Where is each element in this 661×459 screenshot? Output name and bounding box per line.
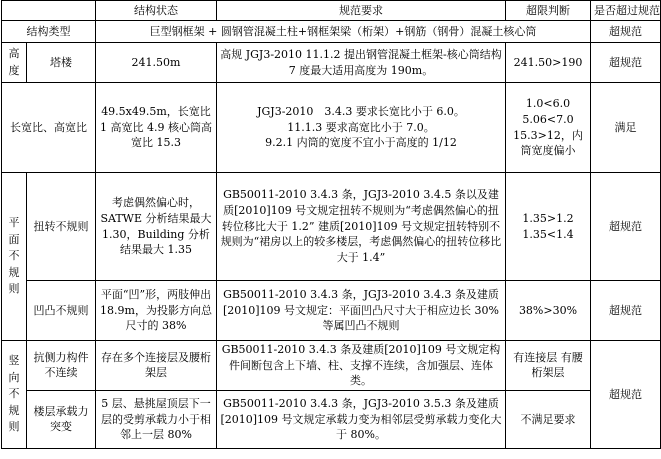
header-state: 结构状态 [96,1,217,21]
torsion-judge-line: 1.35<1.4 [522,227,574,241]
ratio-label: 长宽比、高宽比 [2,83,96,173]
concave-judge: 38%>30% [506,281,591,341]
height-group-label: 高度 [2,43,27,83]
header-judge: 超限判断 [506,1,591,21]
row-height [2,43,661,83]
torsion-spec: GB50011-2010 3.4.3 条，JGJ3-2010 3.4.5 条以及建质[2010]109 号文规定扭转不规则为“考虑偶然偏心的扭转位移比大于 1.2” 建质[2010]109 号文规定扭转特别不规则为“裙房以上的较多楼层，考虑偶然偏心的扭转位移比大于 1.4” [217,173,506,281]
ratio-judge-line: 15.3>12，内筒宽度偏小 [513,128,583,158]
lateral-label: 抗侧力构件不连续 [27,341,96,391]
ratio-judge-line: 5.06<7.0 [522,112,574,126]
structure-type-result: 超规范 [591,21,661,43]
lateral-spec: GB50011-2010 3.4.3 条及建质[2010]109 号文规定构件间断包含上下墙、柱、支撑不连续，含加强层、连体类。 [217,341,506,391]
capacity-state: 5 层、悬挑屋顶层下一层的受剪承载力小于相邻上一层 80% [96,390,217,448]
vertical-result: 超规范 [591,341,661,449]
height-spec: 高规 JGJ3-2010 11.1.2 提出钢管混凝土框架-核心筒结构 7 度最大适用高度为 190m。 [217,43,506,83]
vertical-group-label: 竖向不规则 [2,341,27,449]
header-spec: 规范要求 [217,1,506,21]
concave-spec: GB50011-2010 3.4.3 条，JGJ3-2010 3.4.3 条及建质[2010]109 号文规定：平面凹凸尺寸大于相应边长 30%等属凹凸不规则 [217,281,506,341]
lateral-judge: 有连接层 有腰桁架层 [506,341,591,391]
structure-type-value: 巨型钢框架 + 圆钢管混凝土柱+钢框架梁（桁架）+钢筋（钢骨）混凝土核心筒 [96,21,591,43]
concave-state: 平面“凹”形，两肢伸出 18.9m，为投影方向总尺寸的 38% [96,281,217,341]
capacity-label: 楼层承载力突变 [27,390,96,448]
ratio-result: 满足 [591,83,661,173]
torsion-judge [506,173,591,281]
capacity-spec: GB50011-2010 3.4.3 条，JGJ3-2010 3.5.3 条及建质[2010]109 号文规定承载力变为相邻层受剪承载力变化大于 80%。 [217,390,506,448]
height-state: 241.50m [96,43,217,83]
lateral-state: 存在多个连接层及腰桁架层 [96,341,217,391]
height-judge: 241.50>190 [506,43,591,83]
row-torsion [2,173,661,281]
row-structure-type [2,21,661,43]
row-capacity [2,390,661,448]
ratio-judge [506,83,591,173]
ratio-spec-line: 9.2.1 内筒的宽度不宜小于高度的 1/12 [265,136,457,150]
capacity-judge: 不满足要求 [506,390,591,448]
ratio-spec [217,83,506,173]
row-lateral [2,341,661,391]
torsion-state: 考虑偶然偏心时，SATWE 分析结果最大 1.30，Building 分析结果最大 1.35 [96,173,217,281]
height-label: 塔楼 [27,43,96,83]
ratio-state: 49.5x49.5m，长宽比 1 高宽比 4.9 核心筒高宽比 15.3 [96,83,217,173]
structure-type-label: 结构类型 [2,21,96,43]
ratio-judge-line: 1.0<6.0 [525,97,571,111]
limit-check-table [1,0,661,449]
header-blank [2,1,96,21]
header-row [2,1,661,21]
height-result: 超规范 [591,43,661,83]
ratio-spec-line: JGJ3-2010 3.4.3 要求长宽比小于 6.0。 [257,105,465,119]
torsion-label: 扭转不规则 [27,173,96,281]
concave-label: 凹凸不规则 [27,281,96,341]
concave-result: 超规范 [591,281,661,341]
torsion-judge-line: 1.35>1.2 [522,211,574,225]
torsion-result: 超规范 [591,173,661,281]
row-concave [2,281,661,341]
plan-group-label: 平面不规则 [2,173,27,341]
ratio-spec-line: 11.1.3 要求高宽比小于 7.0。 [287,120,435,134]
header-exceed: 是否超过规范 [591,1,661,21]
row-ratio [2,83,661,173]
